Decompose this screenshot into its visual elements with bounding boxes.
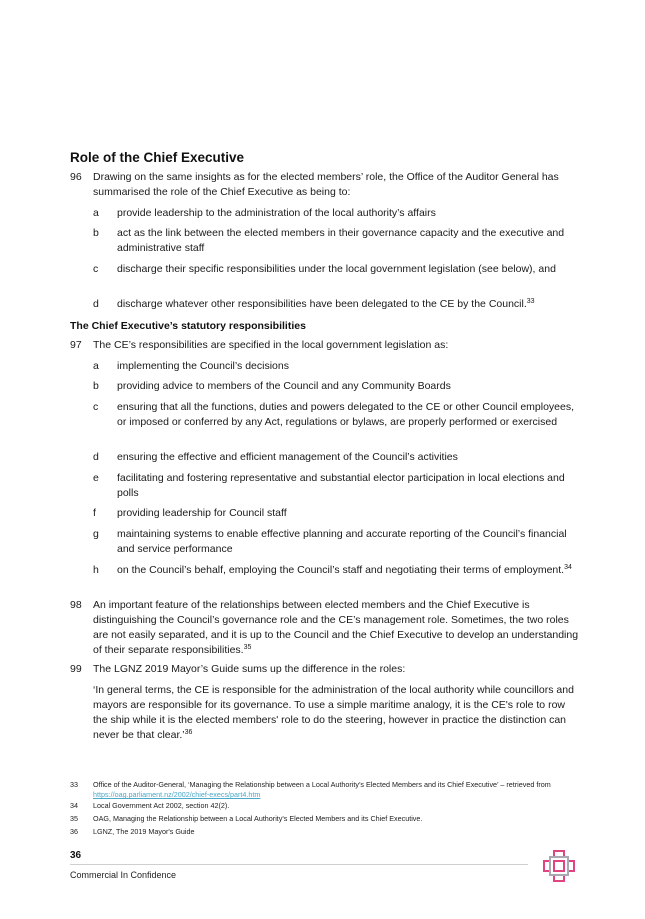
paragraph-text: Drawing on the same insights as for the elected members’ role, the Office of the Auditor General has summarised the role of the Chief Executive as being to: [93, 171, 559, 198]
list-letter: d [93, 451, 99, 463]
footnote-ref[interactable]: 34 [564, 564, 572, 571]
list-letter: e [93, 472, 99, 484]
paragraph-text: An important feature of the relationships between elected members and the Chief Executive is distinguishing the Council’s governance role and the CE’s management role. Sometimes, the two roles are not easily separated, and it is up to the Council and the Chief Executive to develop an understanding of their separate responsibilities. [93, 599, 579, 656]
list-item [93, 297, 580, 312]
company-logo-icon [541, 848, 577, 884]
list-letter: g [93, 528, 99, 540]
list-text: maintaining systems to enable effective planning and accurate reporting of the Council’s financial and service performance [117, 528, 567, 555]
page-number: 36 [70, 850, 82, 861]
confidentiality-label: Commercial In Confidence [70, 870, 177, 880]
list-item [93, 563, 580, 578]
list-item [93, 206, 580, 221]
footnote [70, 814, 580, 824]
footnote-text: Office of the Auditor-General, ‘Managing the Relationship between a Local Authority’s Elected Members and its Chief Executive’ – retrieved from [93, 780, 551, 789]
paragraph-number: 98 [70, 599, 82, 611]
list-item [93, 471, 580, 501]
paragraph-number: 96 [70, 171, 82, 183]
list-item [93, 359, 580, 374]
list-letter: a [93, 207, 99, 219]
subsection-heading: The Chief Executive’s statutory responsibilities [70, 320, 306, 332]
quote-text: ‘In general terms, the CE is responsible for the administration of the local authority while councillors and mayors are responsible for its governance. To use a simple maritime analogy, it is the CE's role to row the ship while it is the elected members' role to do the steering, however in practice the distinction can never be that clear.’ [93, 684, 574, 741]
footnote-ref[interactable]: 35 [243, 644, 252, 651]
list-letter: a [93, 360, 99, 372]
footnote-number: 36 [70, 827, 78, 836]
list-letter: d [93, 298, 99, 310]
list-item [93, 450, 580, 465]
footnote-number: 33 [70, 780, 78, 789]
paragraph-text: The LGNZ 2019 Mayor’s Guide sums up the difference in the roles: [93, 663, 406, 675]
list-item [93, 527, 580, 557]
footnote-link[interactable]: https://oag.parliament.nz/2002/chief-execs/part4.htm [93, 790, 261, 799]
footnote-ref[interactable]: 33 [526, 298, 535, 305]
block-quote [93, 683, 580, 743]
footer-divider [70, 864, 528, 865]
list-letter: b [93, 380, 99, 392]
list-item [93, 400, 580, 430]
paragraph-96 [70, 170, 580, 200]
footnote-text: Local Government Act 2002, section 42(2). [93, 801, 230, 810]
paragraph-97 [70, 338, 580, 353]
list-item [93, 262, 580, 277]
list-text: implementing the Council’s decisions [117, 360, 289, 372]
list-text: discharge their specific responsibilities under the local government legislation (see below), and [117, 263, 556, 275]
footnote [70, 780, 580, 800]
list-item [93, 379, 580, 394]
list-letter: f [93, 507, 96, 519]
list-text: act as the link between the elected members in their governance capacity and the executive and administrative staff [117, 227, 565, 254]
list-letter: c [93, 401, 99, 413]
footnote-text: LGNZ, The 2019 Mayor's Guide [93, 827, 195, 836]
list-text: on the Council’s behalf, employing the Council’s staff and negotiating their terms of employment. [117, 564, 565, 576]
list-text: discharge whatever other responsibilities have been delegated to the CE by the Council. [117, 298, 527, 310]
list-text: providing leadership for Council staff [117, 507, 287, 519]
list-item [93, 506, 580, 521]
list-text: provide leadership to the administration of the local authority’s affairs [117, 207, 436, 219]
footnote-number: 35 [70, 814, 78, 823]
footnote-ref[interactable]: 36 [184, 729, 193, 736]
list-text: ensuring the effective and efficient management of the Council’s activities [117, 451, 458, 463]
footnote-number: 34 [70, 801, 78, 810]
footnote-text: OAG, Managing the Relationship between a Local Authority's Elected Members and its Chief Executive. [93, 814, 423, 823]
paragraph-98 [70, 598, 580, 658]
list-letter: h [93, 564, 99, 576]
paragraph-number: 99 [70, 663, 82, 675]
footnote [70, 801, 580, 811]
list-text: ensuring that all the functions, duties and powers delegated to the CE or other Council employees, or imposed or conferred by any Act, regulations or bylaws, are properly performed or exercised [117, 401, 575, 428]
footnote [70, 827, 580, 837]
list-text: facilitating and fostering representative and substantial elector participation in local elections and polls [117, 472, 565, 499]
paragraph-99 [70, 662, 580, 677]
paragraph-text: The CE’s responsibilities are specified in the local government legislation as: [93, 339, 449, 351]
section-heading: Role of the Chief Executive [70, 150, 245, 165]
list-text: providing advice to members of the Council and any Community Boards [117, 380, 451, 392]
list-letter: b [93, 227, 99, 239]
list-item [93, 226, 580, 256]
list-letter: c [93, 263, 99, 275]
paragraph-number: 97 [70, 339, 82, 351]
